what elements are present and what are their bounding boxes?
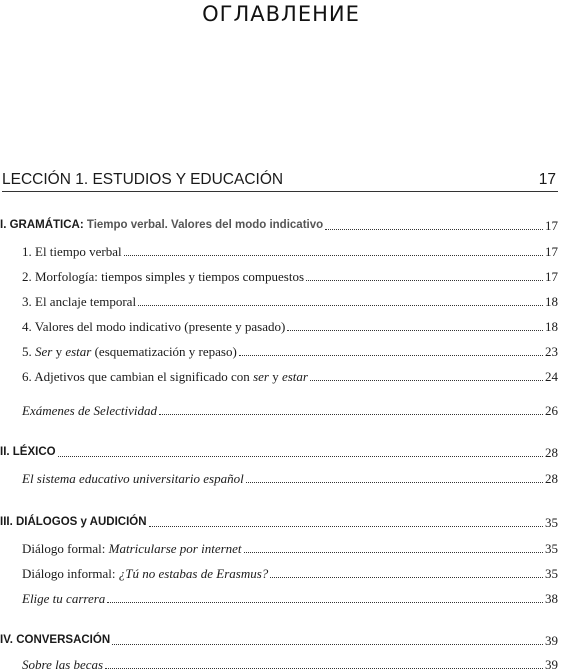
lesson-heading	[2, 171, 558, 192]
dot-leader	[105, 668, 543, 669]
toc-entry[interactable]	[22, 366, 558, 384]
entry-italic: ser	[253, 369, 269, 384]
entry-italic: estar	[281, 369, 308, 384]
dot-leader	[239, 355, 543, 356]
section-prefix: I. GRAMÁTICA:	[0, 219, 84, 231]
dot-leader	[306, 280, 543, 281]
entry-label: 2. Morfología: tiempos simples y tiempos compuestos	[22, 269, 305, 284]
toc-entry[interactable]	[22, 563, 558, 581]
toc-section-lexicon[interactable]	[0, 442, 558, 460]
toc-entry[interactable]	[22, 291, 558, 309]
dot-leader	[138, 305, 543, 306]
entry-label	[22, 566, 268, 581]
dot-leader	[107, 602, 543, 603]
entry-label: Exámenes de Selectividad	[22, 403, 157, 418]
entry-text: y	[268, 369, 282, 384]
entry-label: 3. El anclaje temporal	[22, 294, 137, 309]
section-label: III. DIÁLOGOS y AUDICIÓN	[0, 516, 147, 528]
entry-label	[22, 369, 308, 384]
page-number: 17	[545, 218, 558, 233]
dot-leader	[124, 255, 543, 256]
entry-italic: ¿Tú no estabas de Erasmus?	[118, 566, 269, 581]
entry-label: 4. Valores del modo indicativo (presente y pasado)	[22, 319, 286, 334]
entry-label: Elige tu carrera	[22, 591, 106, 606]
entry-italic: Ser	[35, 344, 53, 359]
page-number: 17	[545, 269, 558, 284]
dot-leader	[270, 577, 543, 578]
page-number: 28	[545, 471, 558, 486]
dot-leader	[112, 644, 543, 645]
page-number: 35	[545, 515, 558, 530]
dot-leader	[287, 330, 543, 331]
entry-number: 5.	[22, 344, 35, 359]
dot-leader	[310, 380, 543, 381]
section-label: IV. CONVERSACIÓN	[0, 634, 111, 646]
toc-section-conversation[interactable]	[0, 630, 558, 648]
entry-text: (esquematización y repaso)	[91, 344, 237, 359]
toc-entry[interactable]	[22, 400, 558, 418]
entry-text: y	[52, 344, 66, 359]
entry-label	[22, 541, 242, 556]
toc-entry[interactable]	[22, 588, 558, 606]
page-number: 18	[545, 319, 558, 334]
section-subtitle: Tiempo verbal. Valores del modo indicativo	[86, 219, 324, 231]
entry-italic: Matricularse por internet	[108, 541, 242, 556]
lesson-page: 17	[538, 171, 556, 188]
entry-label: El sistema educativo universitario español	[22, 471, 244, 486]
entry-text: Diálogo informal:	[22, 566, 119, 581]
page-number: 38	[545, 591, 558, 606]
toc-section-dialogues[interactable]	[0, 512, 558, 530]
page-number: 18	[545, 294, 558, 309]
entry-label	[22, 344, 237, 359]
section-label: II. LÉXICO	[0, 446, 56, 458]
entry-label: Sobre las becas	[22, 657, 104, 672]
entry-text: Diálogo formal:	[22, 541, 109, 556]
toc-entry[interactable]	[22, 266, 558, 284]
lesson-title: LECCIÓN 1. ESTUDIOS Y EDUCACIÓN	[2, 171, 284, 188]
toc-entry[interactable]	[22, 316, 558, 334]
toc-entry[interactable]	[22, 654, 558, 672]
page-number: 35	[545, 541, 558, 556]
page-number: 17	[545, 244, 558, 259]
dot-leader	[325, 229, 543, 230]
dot-leader	[246, 482, 543, 483]
dot-leader	[149, 526, 543, 527]
page-number: 28	[545, 445, 558, 460]
toc-entry[interactable]	[22, 468, 558, 486]
entry-italic: estar	[65, 344, 92, 359]
toc-entry[interactable]	[22, 241, 558, 259]
dot-leader	[244, 552, 543, 553]
toc-entry[interactable]	[22, 538, 558, 556]
entry-text: 6. Adjetivos que cambian el significado con	[22, 369, 254, 384]
entry-label: 1. El tiempo verbal	[22, 244, 122, 259]
dot-leader	[159, 414, 543, 415]
page-number: 39	[545, 657, 558, 672]
toc-section-grammar[interactable]	[0, 215, 558, 233]
page-number: 26	[545, 403, 558, 418]
page-number: 39	[545, 633, 558, 648]
toc-entry[interactable]	[22, 341, 558, 359]
page-title: ОГЛАВЛЕНИЕ	[202, 2, 360, 26]
page-number: 35	[545, 566, 558, 581]
dot-leader	[58, 456, 543, 457]
page-number: 23	[545, 344, 558, 359]
page-number: 24	[545, 369, 558, 384]
